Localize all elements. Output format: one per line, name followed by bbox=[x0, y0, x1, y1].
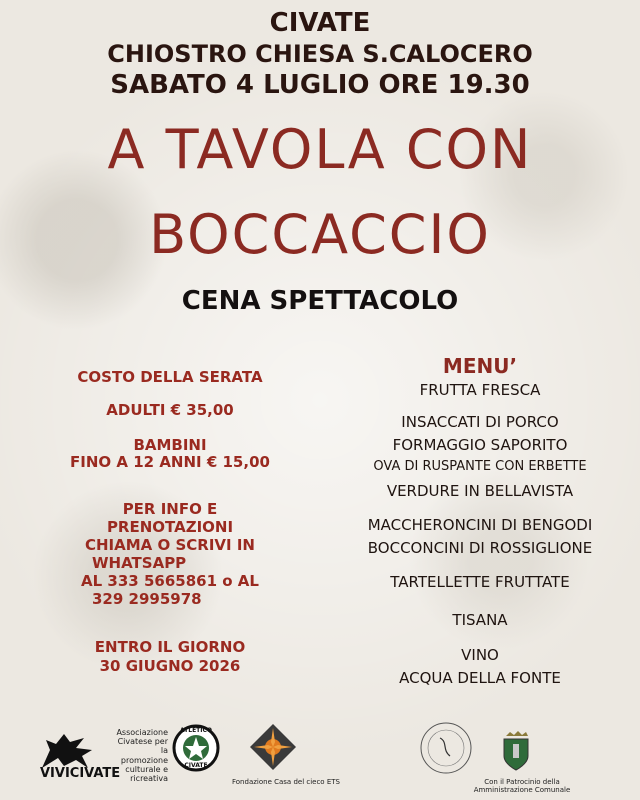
info-line: PRENOTAZIONI bbox=[106, 518, 234, 536]
fondazione-name: Fondazione Casa del cieco ETS bbox=[232, 778, 340, 786]
deadline-line: ENTRO IL GIORNO bbox=[94, 638, 246, 656]
patrocinio-text bbox=[462, 778, 582, 794]
menu-item: VERDURE IN BELLAVISTA bbox=[386, 482, 574, 500]
diamond-sun-icon bbox=[248, 722, 298, 772]
info-block bbox=[30, 500, 310, 608]
info-line: WHATSAPP bbox=[92, 554, 187, 572]
info-line: 329 2995978 bbox=[92, 590, 202, 608]
city-name: CIVATE bbox=[269, 8, 371, 38]
price-adults: ADULTI € 35,00 bbox=[106, 401, 234, 419]
deadline bbox=[30, 638, 310, 676]
circular-stamp-icon bbox=[418, 720, 474, 776]
venue: CHIOSTRO CHIESA S.CALOCERO bbox=[107, 40, 533, 68]
menu-item: TARTELLETTE FRUTTATE bbox=[390, 573, 570, 591]
vivicivate-logo bbox=[36, 728, 166, 784]
info-line: CHIAMA O SCRIVI IN bbox=[85, 536, 255, 554]
event-date: SABATO 4 LUGLIO ORE 19.30 bbox=[110, 70, 530, 100]
menu-item: INSACCATI DI PORCO bbox=[401, 413, 559, 431]
info-line: AL 333 5665861 o AL bbox=[81, 572, 259, 590]
patrocinio-line: Amministrazione Comunale bbox=[473, 786, 571, 795]
menu-heading: MENU’ bbox=[442, 354, 518, 378]
menu-item: ACQUA DELLA FONTE bbox=[399, 669, 561, 687]
subtitle: CENA SPETTACOLO bbox=[181, 286, 459, 316]
fondazione-logo bbox=[248, 722, 298, 772]
vivicivate-description: Associazione Civatese per la promozione culturale e ricreativa bbox=[116, 728, 168, 783]
price-children-label: BAMBINI bbox=[133, 436, 207, 454]
atletico-bottom-text: CIVATE bbox=[184, 762, 208, 769]
municipality-crest bbox=[498, 730, 534, 772]
pricing-heading: COSTO DELLA SERATA bbox=[77, 368, 263, 386]
menu-item: FORMAGGIO SAPORITO bbox=[392, 436, 568, 454]
patrocinio-line: Con il Patrocinio della bbox=[484, 778, 560, 786]
title-line-2: BOCCACCIO bbox=[149, 203, 491, 266]
info-line: PER INFO E bbox=[122, 500, 218, 518]
stamp-logo bbox=[418, 720, 474, 776]
price-children-value: FINO A 12 ANNI € 15,00 bbox=[70, 453, 270, 471]
menu-item: OVA DI RUSPANTE CON ERBETTE bbox=[373, 459, 587, 474]
menu-item: VINO bbox=[461, 646, 499, 664]
atletico-civate-logo bbox=[172, 724, 220, 772]
deadline-line: 30 GIUGNO 2026 bbox=[99, 657, 241, 675]
menu-item: FRUTTA FRESCA bbox=[419, 381, 541, 399]
crest-icon bbox=[498, 730, 534, 772]
menu-item: MACCHERONCINI DI BENGODI bbox=[367, 516, 593, 534]
title-line-1: A TAVOLA CON bbox=[107, 118, 533, 181]
menu-item: TISANA bbox=[452, 611, 508, 629]
atletico-top-text: ATLETICO bbox=[179, 727, 213, 734]
menu-item: BOCCONCINI DI ROSSIGLIONE bbox=[367, 539, 593, 557]
vivicivate-name: VIVICIVATE bbox=[40, 766, 121, 781]
